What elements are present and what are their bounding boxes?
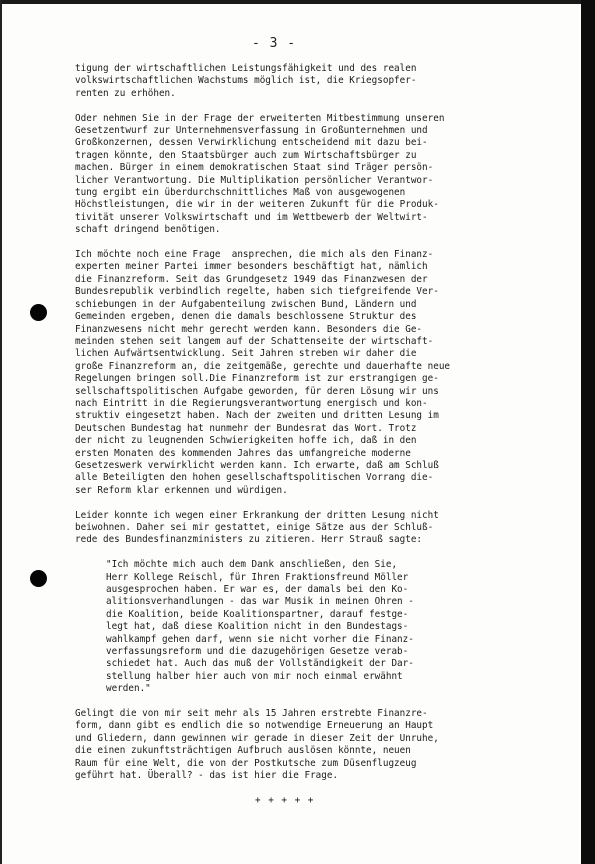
paragraph-finance-reform: Ich möchte noch eine Frage ansprechen, die mich als den Finanz- experten meiner Partei immer besonders beschäftigt hat, nämlich die Finanzreform. Seit das Grundgesetz 1949 das Finanzwesen der Bundesrepublik verbindlich regelte, haben sich tiefgreifende Ver- schiebungen in der Aufgabenteilung zwischen Bund, Ländern und Gemeinden ergeben, denen die damals beschlossene Struktur des Finanzwesens nicht mehr gerecht werden kann. Besonders die Ge- meinden stehen seit langem auf der Schattenseite der wirtschaft- lichen Aufwärtsentwicklung. Seit Jahren streben wir daher die große Finanzreform an, die zeitgemäße, gerechte und dauerhafte neue Regelungen bringen soll.Die Finanzreform ist zur erstrangigen ge- sellschaftspolitischen Aufgabe geworden, für deren Lösung wir uns nach Eintritt in die Regierungsverantwortung energisch und kon- struktiv eingesetzt haben. Nach der zweiten und dritten Lesung im Deutschen Bundestag hat nunmehr der Bundesrat das Wort. Trotz der nicht zu leugnenden Schwierigkeiten hoffe ich, daß in den ersten Monaten des kommenden Jahres das umfangreiche moderne Gesetzeswerk verwirklicht werden kann. Ich erwarte, daß am Schluß alle Beteiligten den hohen gesellschaftspolitischen Vorrang die- ser Reform klar erkennen und würdigen. xyxy=(75,249,451,496)
scan-edge-right xyxy=(581,0,595,864)
scan-edge-left xyxy=(0,0,2,864)
scan-edge-top xyxy=(0,0,595,4)
paragraph-codetermination: Oder nehmen Sie in der Frage der erweiterten Mitbestimmung unseren Gesetzentwurf zur Unternehmensverfassung in Großunternehmen und Großkonzernen, dessen Verwirklichung entscheidend mit dazu bei- tragen könnte, den Staatsbürger auch zum Wirtschaftsbürger zu machen. Bürger in einem demokratischen Staat sind Träger persön- licher Verantwortung. Die Multiplikation persönlicher Verantwor- tung ergibt ein überdurchschnittliches Maß von ausgewogenen Höchstleistungen, die wir in der weiteren Zukunft für die Produk- tivität unserer Volkswirtschaft und im Wettbewerb der Weltwirt- schaft dringend benötigen. xyxy=(75,112,445,236)
page-number: - 3 - xyxy=(252,36,297,51)
paragraph-third-reading: Leider konnte ich wegen einer Erkrankung der dritten Lesung nicht beiwohnen. Daher sei mir gestattet, einige Sätze aus der Schluß- rede des Bundesfinanzministers zu zitieren. Herr Strauß sagte: xyxy=(75,509,439,546)
paragraph-war-pensions: tigung der wirtschaftlichen Leistungsfähigkeit und des realen volkswirtschaftlichen Wachstums möglich ist, die Kriegsopfer- renten zu erhöhen. xyxy=(75,63,417,99)
quote-block: "Ich möchte mich auch dem Dank anschließen, den Sie, Herr Kollege Reischl, für Ihren Fraktionsfreund Möller ausgesprochen haben. Er war es, der damals bei den Ko- alitionsverhandlungen - das war Musik in meinen Ohren - die Koalition, beide Koalitionspartner, darauf festge- legt hat, daß diese Koalition nicht in den Bundestags- wahlkampf gehen darf, wenn sie nicht vorher die Finanz- verfassungsreform und die dazugehörigen Gesetze verab- schiedet hat. Auch das muß der Vollständigkeit der Dar- stellung halber hier auch von mir noch einmal erwähnt werden." xyxy=(106,559,414,695)
end-mark: + + + + + xyxy=(255,794,315,806)
punch-hole-lower xyxy=(30,570,47,587)
body-text xyxy=(75,63,550,807)
punch-hole-upper xyxy=(30,304,47,321)
paragraph-closing: Gelingt die von mir seit mehr als 15 Jahren erstrebte Finanzre- form, dann gibt es endlich die so notwendige Erneuerung an Haupt und Gliedern, dann gewinnen wir gerade in dieser Zeit der Unruhe, die einen zukunftsträchtigen Aufbruch auslösen könnte, neuen Raum für eine Welt, die von der Postkutsche zum Düsenflugzeug geführt hat. Überall? - das ist hier die Frage. xyxy=(75,708,439,782)
